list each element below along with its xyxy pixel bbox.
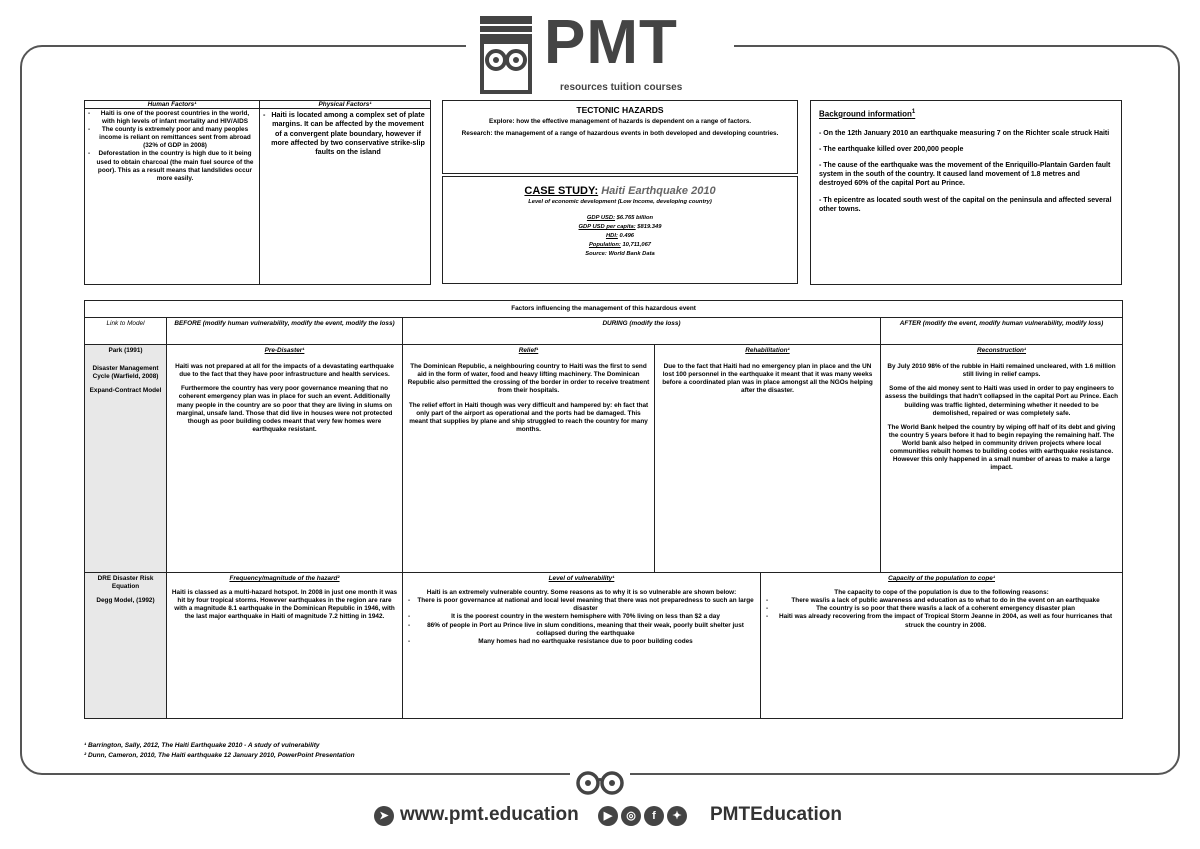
case-study-title <box>451 185 789 197</box>
capacity-cope-cell: Capacity of the population to cope¹ The capacity to cope of the population is due to the following reasons: - There was/is a lack of public awareness and education as to what to do in the event on an earthquake - The country is so poor that there was/is a lack of a coherent emergency disaster plan - Haiti was already recovering from the impact of Tropical Storm Jeanne in 2004, as well as four hurricanes that struck the country in 2008. <box>761 573 1123 719</box>
tectonic-explore: Explore: how the effective management of hazards is dependent on a range of factors. <box>488 118 752 125</box>
table-title: Factors influencing the management of this hazardous event <box>85 301 1123 318</box>
case-study-box <box>442 176 798 284</box>
physical-factors-list <box>260 109 430 156</box>
physical-factors-heading: Physical Factors¹ <box>260 101 430 109</box>
physical-factors-box <box>259 100 431 285</box>
vulnerability-cell: Level of vulnerability¹ Haiti is an extremely vulnerable country. Some reasons as to why it is so vulnerable are shown below: - There is poor governance at national and local level meaning that there was not preparedness to such an large disaster - It is the poorest country in the western hemisphere with 70% living on less than $2 a day - 86% of people in Port au Prince live in slum conditions, meaning that their weak, poorly built shelter just collapsed during the earthquake - Many homes had no earthquake resistance due to poor building codes <box>403 573 761 719</box>
youtube-icon[interactable]: ▶ <box>598 806 618 826</box>
list-item: - Haiti was already recovering from the impact of Tropical Storm Jeanne in 2004, as well as four hurricanes that struck the country in 2008. <box>773 613 1118 629</box>
column-header: Link to Model <box>85 318 167 345</box>
case-study-name: Haiti Earthquake 2010 <box>601 185 716 197</box>
footer-url[interactable]: www.pmt.education <box>400 804 579 825</box>
instagram-icon[interactable]: ◎ <box>621 806 641 826</box>
list-item: - On the 12th January 2010 an earthquake measuring 7 on the Richter scale struck Haiti <box>819 129 1110 137</box>
rehabilitation-cell: Rehabilitation¹ Due to the fact that Haiti had no emergency plan in place and the UN lost 100 personnel in the earthquake it meant that it was many weeks before a coordinated plan was in place amongst all the NGOs helping after the disaster. <box>655 345 881 573</box>
case-study-stats <box>451 214 789 259</box>
glasses-icon <box>570 768 630 798</box>
factors-table <box>84 300 1123 719</box>
facebook-icon[interactable]: f <box>644 806 664 826</box>
gdp-capita-stat: GDP USD per capita: $819.349 <box>578 224 662 230</box>
table-title-row <box>85 301 1123 318</box>
column-header: DURING (modify the loss) <box>403 318 881 345</box>
list-item: - The cause of the earthquake was the movement of the Enriquillo-Plantain Garden fault system in the south of the country. It caused land movement of 1.8 metres and destroyed 60% of the capital Port au Prince. <box>819 162 1111 188</box>
tectonic-research: Research: the management of a range of hazardous events in both developed and developing countries. <box>461 130 779 138</box>
hdi-stat: HDI: 0.496 <box>605 233 635 239</box>
human-factors-heading: Human Factors¹ <box>85 101 259 109</box>
list-item: - There was/is a lack of public awareness and education as to what to do in the event on an earthquake <box>773 597 1118 605</box>
column-header: BEFORE (modify human vulnerability, modify the event, modify the loss) <box>167 318 403 345</box>
list-item: - The country is so poor that there was/is a lack of a coherent emergency disaster plan <box>773 605 1118 613</box>
list-item: - Deforestation in the country is high due to it being used to obtain charcoal (the main fuel source of the poor). This as a result means that landslides occur more easily. <box>95 150 255 182</box>
cursor-icon: ➤ <box>374 806 394 826</box>
table-row <box>85 573 1123 719</box>
footer <box>0 802 1200 832</box>
footnote: ¹ Barrington, Sally, 2012, The Haiti Earthquake 2010 - A study of vulnerability <box>84 742 320 749</box>
model-link-cell: DRE Disaster Risk Equation Degg Model, (1992) <box>85 573 167 719</box>
logo-title: PMT <box>544 8 678 77</box>
list-item: - There is poor governance at national and local level meaning that there was not preparedness to such an large disaster <box>415 597 756 613</box>
pmt-logo <box>466 4 734 100</box>
list-item: - Haiti is one of the poorest countries in the world, with high levels of infant mortality and HIV/AIDS <box>95 110 255 126</box>
pre-disaster-cell: Pre-Disaster¹ Haiti was not prepared at all for the impacts of a devastating earthquake due to the fact that they have poor infrastructure and health services. Furthermore the country has very poor governance meaning that no coherent emergency plan was in place for such an event. Additionally many people in the country are so poor that they are living in slums on marginal, unsafe land. Those that did live in houses were not protected though as poor building codes meant that very few homes were earthquake resistant. <box>167 345 403 573</box>
case-study-level: Level of economic development (Low Income, developing country) <box>528 199 712 205</box>
list-item: - 86% of people in Port au Prince live in slum conditions, meaning that their weak, poorly built shelter just collapsed during the earthquake <box>415 622 756 638</box>
data-source: Source: World Bank Data <box>585 251 655 257</box>
reconstruction-cell: Reconstruction¹ By July 2010 98% of the rubble in Haiti remained uncleared, with 1.6 million still living in relief camps. Some of the aid money sent to Haiti was used in order to pay engineers to assess the buildings that hadn't collapsed in the capital Port au Prince. Each building was traffic lighted, determining whether it needed to be demolished, repaired or was completely safe. The World Bank helped the country by wiping off half of its debt and giving the country 5 years before it had to begin repaying the remaining half. The World bank also helped in community driven projects where local communities rebuilt homes to building codes with earthquake resistance. However this only happened in a small number of areas to make a large impact. <box>881 345 1123 573</box>
table-row <box>85 345 1123 573</box>
tectonic-hazards-box <box>442 100 798 174</box>
list-item: - The earthquake killed over 200,000 people <box>819 145 964 153</box>
list-item: - Haiti is located among a complex set of plate margins. It can be affected by the movement of a convergent plate boundary, however if more affected by two conservative strike-slip faults on the island <box>270 110 426 156</box>
human-factors-box <box>84 100 260 285</box>
background-heading: Background information$^1$ <box>819 109 916 119</box>
list-item: - The county is extremely poor and many peoples income is reliant on remittances sent from abroad (32% of GDP in 2008) <box>95 126 255 150</box>
relief-cell: Relief¹ The Dominican Republic, a neighbouring country to Haiti was the first to send aid in the form of water, food and heavy lifting machinery. The Dominican Republic also permitted the crossing of the border in order to receive treatment from their hospitals. The relief effort in Haiti though was very difficult and hampered by: eh fact that only part of the airport as operational and the ports had be damaged. This meant that supplies by plane and ship struggled to reach the country for many months. <box>403 345 655 573</box>
human-factors-list <box>85 109 259 183</box>
footnotes <box>84 741 355 760</box>
gdp-stat: GDP USD: $6.765 billion <box>586 215 654 221</box>
twitter-icon[interactable]: ✦ <box>667 806 687 826</box>
population-stat: Population: 10,711,067 <box>588 242 652 248</box>
list-item: - Many homes had no earthquake resistance due to poor building codes <box>415 638 756 646</box>
footnote: ² Dunn, Cameron, 2010, The Haiti earthquake 12 January 2010, PowerPoint Presentation <box>84 751 355 759</box>
list-item: - Th epicentre as located south west of the capital on the peninsula and affected several other towns. <box>819 196 1112 213</box>
tectonic-title: TECTONIC HAZARDS <box>576 105 664 115</box>
table-header-row <box>85 318 1123 345</box>
column-header: AFTER (modify the event, modify human vulnerability, modify loss) <box>881 318 1123 345</box>
footer-handle[interactable]: PMTEducation <box>710 804 842 825</box>
background-box <box>810 100 1122 285</box>
model-link-cell: Park (1991) Disaster Management Cycle (Warfield, 2008) Expand-Contract Model <box>85 345 167 573</box>
book-glasses-icon <box>470 12 546 98</box>
frequency-cell: Frequency/magnitude of the hazard² Haiti is classed as a multi-hazard hotspot. In 2008 in just one month it was hit by four tropical storms. However earthquakes in the region are rare with a magnitude 8.1 earthquake in the Dominican Republic in 1946, with the last major earthquake in Haiti of magnitude 7.2 hitting in 1942. <box>167 573 403 719</box>
logo-subtitle: resources tuition courses <box>560 82 683 93</box>
case-study-label: CASE STUDY: <box>524 185 599 197</box>
list-item: - It is the poorest country in the western hemisphere with 70% living on less than $2 a day <box>415 613 756 621</box>
